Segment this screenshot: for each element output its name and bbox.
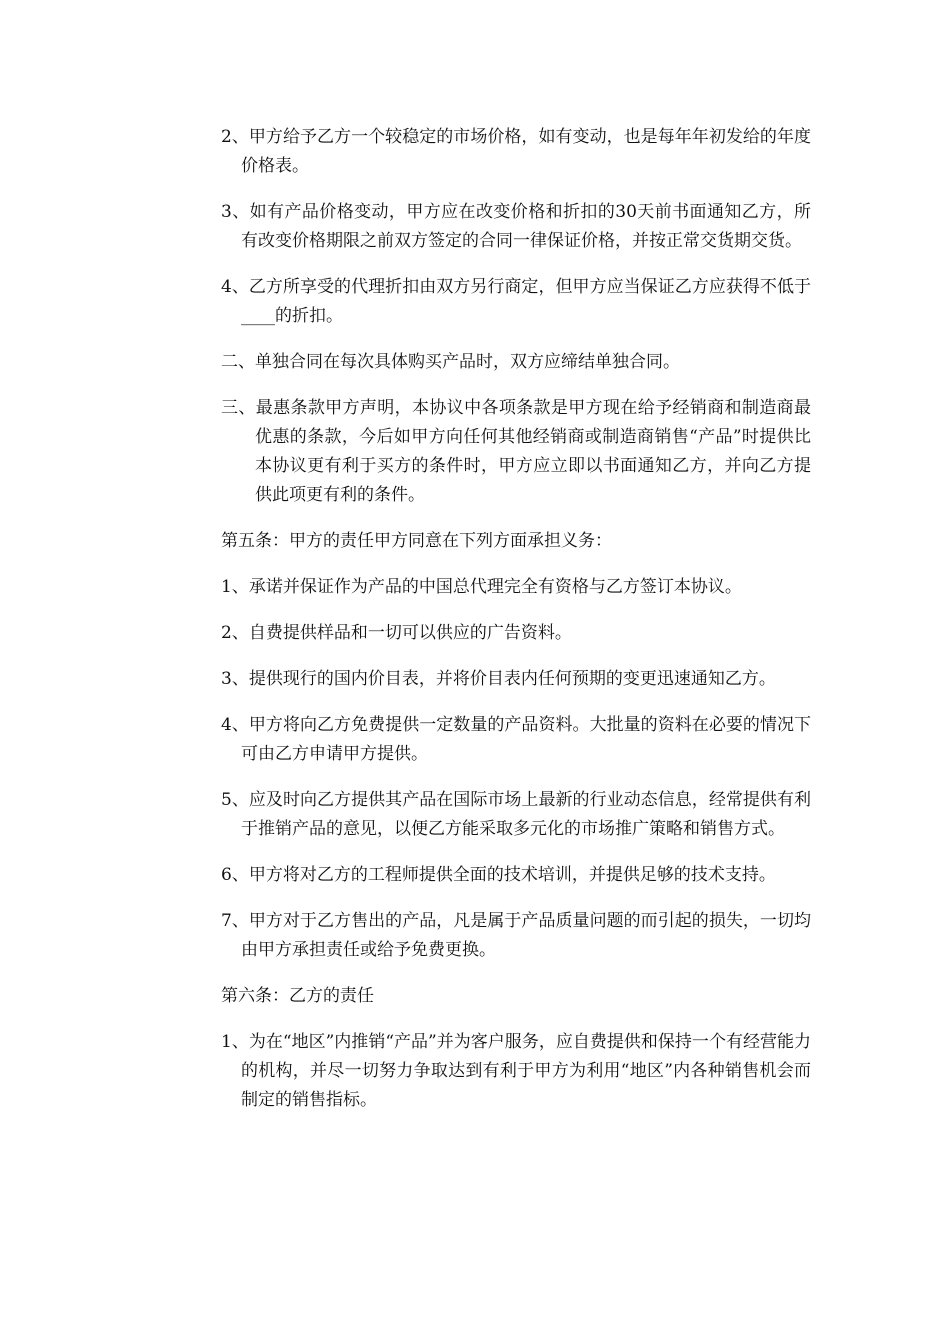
clause-paragraph: 4、乙方所享受的代理折扣由双方另行商定，但甲方应当保证乙方应获得不低于____的折扣。 bbox=[221, 277, 811, 326]
clause-paragraph: 三、最惠条款甲方声明，本协议中各项条款是甲方现在给予经销商和制造商最优惠的条款，今后如甲方向任何其他经销商或制造商销售“产品”时提供比本协议更有利于买方的条件时，甲方应立即以书面通知乙方，并向乙方提供此项更有利的条件。 bbox=[221, 398, 811, 505]
clause-paragraph: 3、提供现行的国内价目表，并将价目表内任何预期的变更迅速通知乙方。 bbox=[221, 669, 776, 689]
clause-paragraph: 4、甲方将向乙方免费提供一定数量的产品资料。大批量的资料在必要的情况下可由乙方申请甲方提供。 bbox=[221, 715, 811, 764]
clause-paragraph: 6、甲方将对乙方的工程师提供全面的技术培训，并提供足够的技术支持。 bbox=[221, 865, 776, 885]
clause-paragraph: 二、单独合同在每次具体购买产品时，双方应缔结单独合同。 bbox=[221, 352, 680, 372]
clause-paragraph: 1、为在“地区”内推销“产品”并为客户服务，应自费提供和保持一个有经营能力的机构，并尽一切努力争取达到有利于甲方为利用“地区”内各种销售机会而制定的销售指标。 bbox=[221, 1032, 811, 1110]
clause-paragraph: 2、甲方给予乙方一个较稳定的市场价格，如有变动，也是每年年初发给的年度价格表。 bbox=[221, 127, 811, 176]
article-heading: 第五条：甲方的责任甲方同意在下列方面承担义务： bbox=[221, 531, 612, 551]
clause-paragraph: 5、应及时向乙方提供其产品在国际市场上最新的行业动态信息，经常提供有利于推销产品的意见，以便乙方能采取多元化的市场推广策略和销售方式。 bbox=[221, 790, 811, 839]
clause-paragraph: 3、如有产品价格变动，甲方应在改变价格和折扣的30天前书面通知乙方，所有改变价格期限之前双方签定的合同一律保证价格，并按正常交货期交货。 bbox=[221, 202, 811, 251]
article-heading: 第六条：乙方的责任 bbox=[221, 986, 374, 1006]
document-body bbox=[221, 123, 811, 1132]
clause-paragraph: 2、自费提供样品和一切可以供应的广告资料。 bbox=[221, 623, 572, 643]
clause-paragraph: 7、甲方对于乙方售出的产品，凡是属于产品质量问题的而引起的损失，一切均由甲方承担责任或给予免费更换。 bbox=[221, 911, 811, 960]
clause-paragraph: 1、承诺并保证作为产品的中国总代理完全有资格与乙方签订本协议。 bbox=[221, 577, 742, 597]
